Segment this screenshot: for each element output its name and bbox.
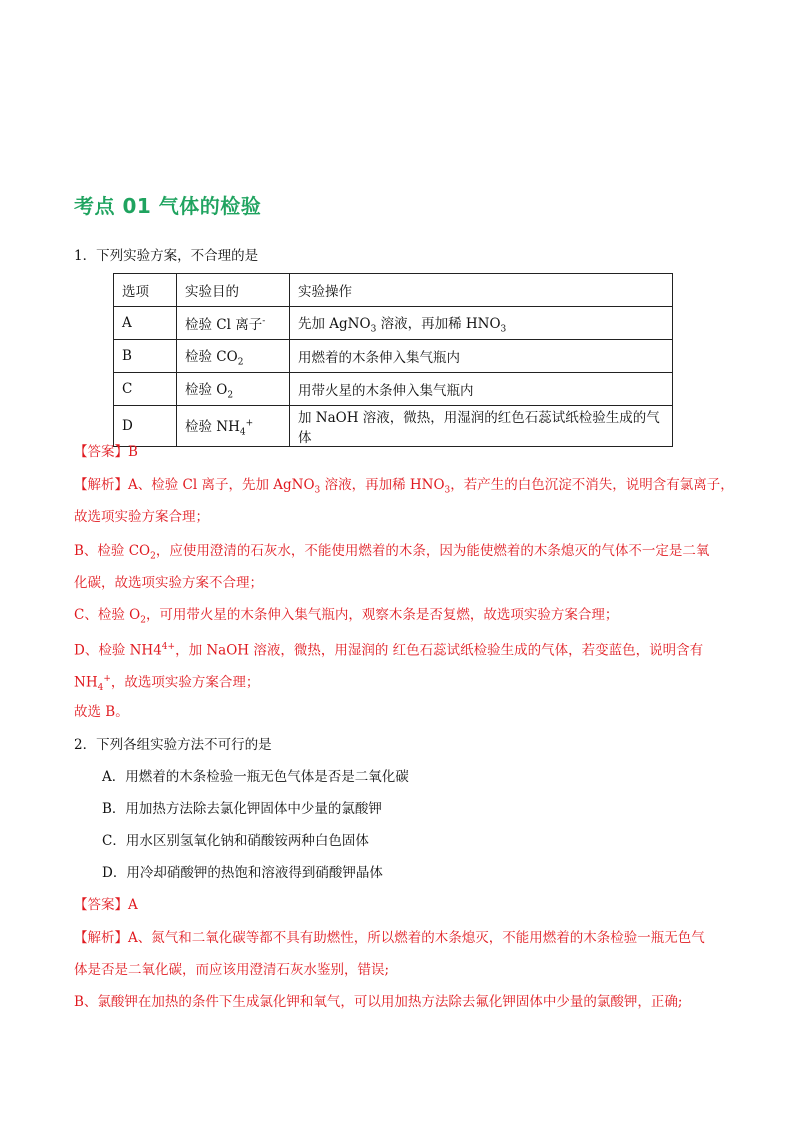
q1-analysis-line: 故选 B。 — [74, 704, 129, 720]
cell-option: C — [114, 373, 177, 406]
cell-option: B — [114, 340, 177, 373]
q1-analysis-line: D、检验 $NH4^{4+}$，加 NaOH 溶液，微热，用湿润的 红色石蕊试纸检验生成的气体，若变蓝色，说明含有 — [74, 642, 704, 659]
table-row — [114, 406, 673, 447]
q1-analysis-line: C、检验 $O_2$，可用带火星的木条伸入集气瓶内，观察木条是否复燃，故选项实验方案合理； — [74, 607, 619, 626]
table-row — [114, 373, 673, 406]
cell-operation: 先加 AgNO$_3$ 溶液，再加稀 $HNO_3$ — [290, 307, 673, 340]
q1-table — [113, 273, 673, 447]
section-title: 考点 01 气体的检验 — [74, 194, 262, 218]
cell-option: A — [114, 307, 177, 340]
q2-analysis-line: 体是否是二氧化碳，而应该用澄清石灰水鉴别，错误; — [74, 962, 390, 978]
q2-option: C．用水区别氢氧化钠和硝酸铵两种白色固体 — [102, 833, 369, 849]
cell-operation: 用带火星的木条伸入集气瓶内 — [290, 373, 673, 406]
q2-analysis-line: B、氯酸钾在加热的条件下生成氯化钾和氧气，可以用加热方法除去氟化钾固体中少量的氯酸钾，正确; — [74, 994, 683, 1010]
cell-goal: 检验 $NH_4^+$ — [177, 406, 290, 447]
cell-operation: 加 NaOH 溶液，微热，用湿润的红色石蕊试纸检验生成的气体 — [290, 406, 673, 447]
q1-analysis-line: B、检验 $CO_2$，应使用澄清的石灰水，不能使用燃着的木条，因为能使燃着的木条熄灭的气体不一定是二氧 — [74, 543, 710, 562]
q1-stem: 1．下列实验方案，不合理的是 — [74, 248, 259, 264]
q1-answer: 【答案】B — [74, 444, 138, 460]
table-row — [114, 340, 673, 373]
cell-goal: 检验 Cl 离子- — [177, 307, 290, 340]
q1-analysis-line: 故选项实验方案合理； — [74, 509, 209, 525]
table-row — [114, 307, 673, 340]
table-header-row — [114, 274, 673, 307]
q2-option: B．用加热方法除去氯化钾固体中少量的氯酸钾 — [102, 801, 382, 817]
q2-stem: 2．下列各组实验方法不可行的是 — [74, 737, 272, 753]
q1-analysis-line: $NH_4^+$，故选项实验方案合理； — [74, 674, 260, 694]
q2-option: A．用燃着的木条检验一瓶无色气体是否是二氧化碳 — [102, 769, 409, 785]
cell-goal: 检验 $CO_2$ — [177, 340, 290, 373]
q1-analysis-line: 【解析】A、检验 Cl 离子，先加 AgNO$_3$ 溶液，再加稀 $HNO_3$，若产生的白色沉淀不消失，说明含有氯离子， — [74, 477, 734, 496]
q2-option: D．用冷却硝酸钾的热饱和溶液得到硝酸钾晶体 — [102, 865, 383, 881]
header-cell-operation: 实验操作 — [290, 274, 673, 307]
cell-goal: 检验 $O_2$ — [177, 373, 290, 406]
header-cell-goal: 实验目的 — [177, 274, 290, 307]
q2-analysis-line: 【解析】A、氮气和二氧化碳等都不具有助燃性，所以燃着的木条熄灭，不能用燃着的木条检验一瓶无色气 — [74, 930, 705, 946]
cell-option: D — [114, 406, 177, 447]
q2-answer: 【答案】A — [74, 897, 138, 913]
q1-analysis-line: 化碳，故选项实验方案不合理； — [74, 575, 263, 591]
header-cell-option: 选项 — [114, 274, 177, 307]
cell-operation: 用燃着的木条伸入集气瓶内 — [290, 340, 673, 373]
